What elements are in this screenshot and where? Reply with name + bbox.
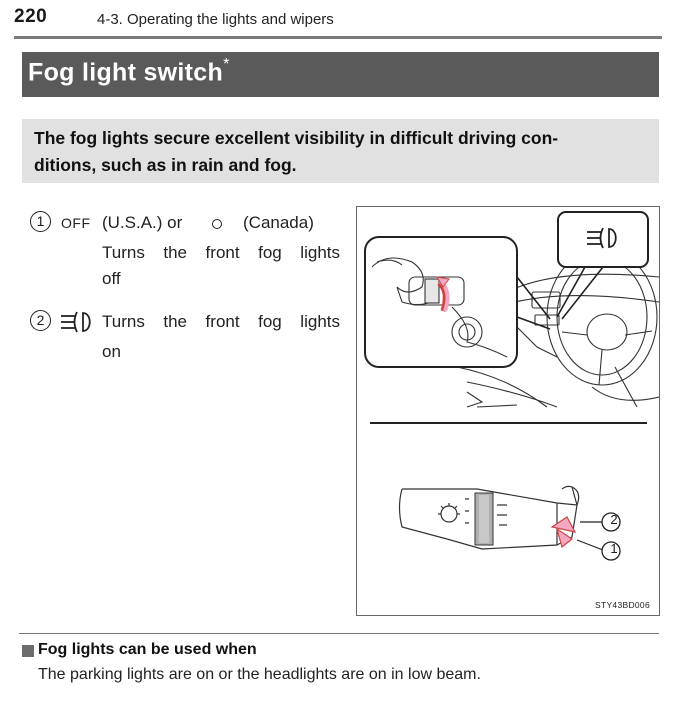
page-title (28, 58, 230, 87)
page-number: 220 (14, 6, 48, 27)
usa-label: (U.S.A.) or (102, 213, 183, 232)
item-2-line-2: on (102, 342, 121, 361)
note-bullet (22, 645, 34, 657)
title-asterisk: * (223, 56, 230, 73)
note-divider (19, 633, 659, 634)
item-1-line-1: Turns the front fog lights (102, 243, 340, 262)
section-title: 4-3. Operating the lights and wipers (97, 11, 334, 28)
off-label: OFF (61, 215, 91, 231)
note-body: The parking lights are on or the headlights are on in low beam. (38, 666, 481, 683)
intro-text: The fog lights secure excellent visibility in difficult driving con- ditions, such as in rain and fog. (34, 128, 559, 175)
item-1-line-2: off (102, 269, 121, 288)
item-number-1: 1 (30, 211, 51, 232)
item-2-line-1: Turns the front fog lights (102, 312, 340, 331)
canada-label: (Canada) (243, 213, 314, 232)
note-heading: Fog lights can be used when (38, 641, 257, 658)
front-fog-light-icon (58, 309, 96, 340)
header-divider (14, 36, 662, 39)
callout-number-2: 2 (610, 512, 618, 527)
item-number-2: 2 (30, 310, 51, 331)
figure-code: STY43BD006 (595, 600, 650, 610)
title-text: Fog light switch (28, 58, 224, 87)
off-circle-icon (212, 219, 222, 229)
callout-number-1: 1 (610, 541, 618, 556)
